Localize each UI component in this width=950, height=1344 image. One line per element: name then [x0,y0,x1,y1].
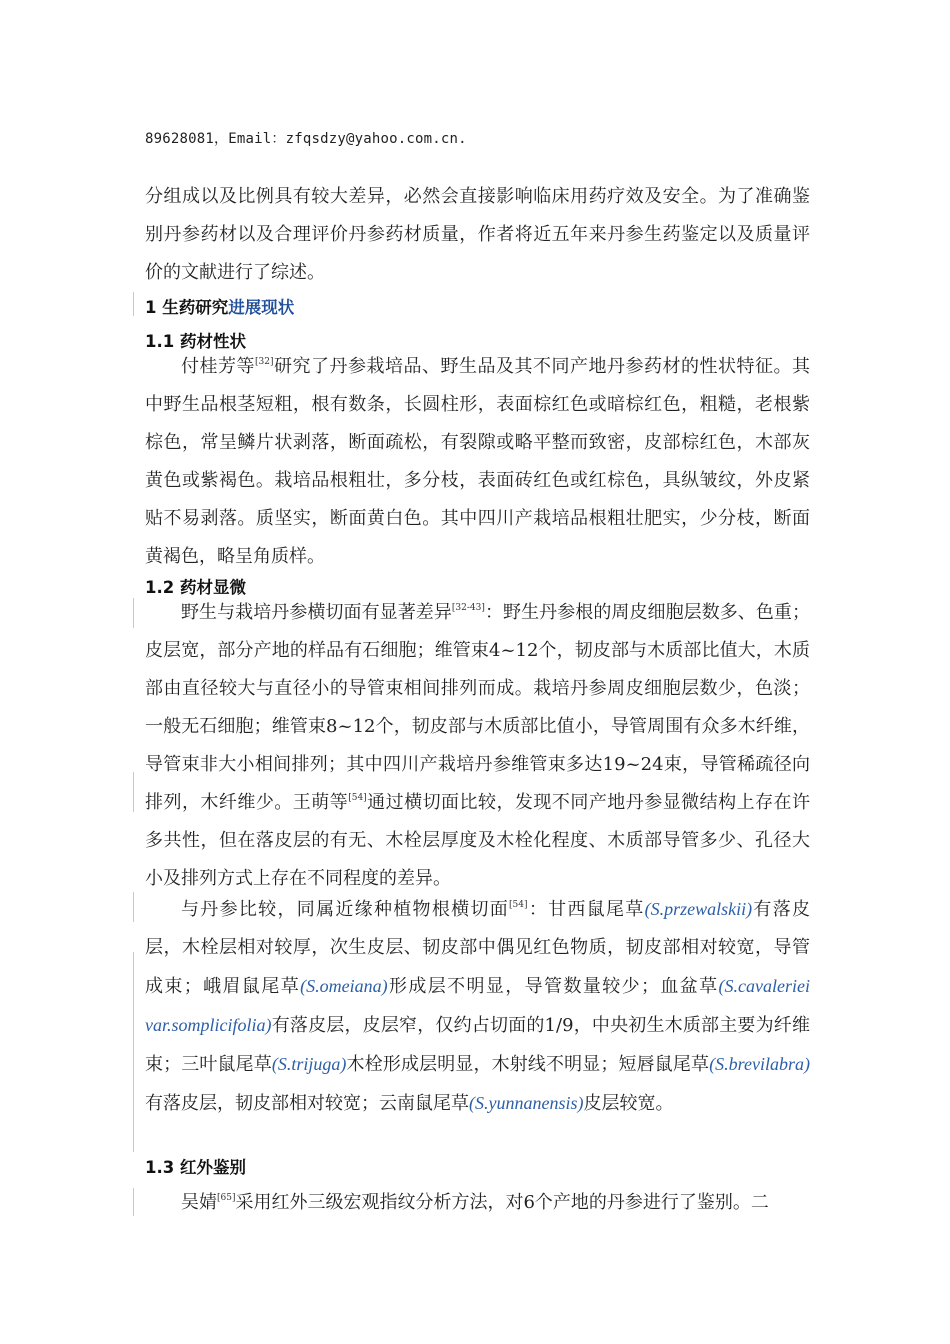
paragraph-text: 形成层不明显，导管数量较少；血盆草 [387,976,719,997]
paragraph-text: 有落皮层，韧皮部相对较宽；云南鼠尾草 [145,1093,469,1114]
section-1-title: 生药研究 [162,298,229,317]
revision-bar [133,292,134,316]
revision-bar [133,892,134,922]
revision-bar [133,772,134,812]
author-name: 吴婧 [181,1192,217,1213]
citation-ref[interactable]: [32-43] [451,603,485,613]
section-1-2-heading: 1.2 药材显微 [145,578,246,597]
species-name-link[interactable]: (S.trijuga) [271,1054,347,1074]
revision-bar [133,952,134,1152]
paragraph-text: 野生与栽培丹参横切面有显著差异 [181,602,452,623]
section-1-3-heading: 1.3 红外鉴别 [145,1158,246,1177]
intro-paragraph: 分组成以及比例具有较大差异，必然会直接影响临床用药疗效及安全。为了准确鉴别丹参药材以及合理评价丹参药材质量，作者将近五年来丹参生药鉴定以及质量评价的文献进行了综述。 [145,186,810,283]
citation-ref[interactable]: [54] [509,900,528,910]
species-name-link[interactable]: (S.brevilabra) [709,1054,810,1074]
section-1-2-paragraph-1 [145,594,810,898]
paragraph-text: 采用红外三级宏观指纹分析方法，对6个产地的丹参进行了鉴别。二 [235,1192,769,1213]
paragraph-text: 木栓形成层明显，木射线不明显；短唇鼠尾草 [346,1054,710,1075]
paragraph-text: 有落皮层，木栓层相对较厚，次生皮层、韧皮部中偶见红色物质，韧皮部相对较宽，导管成束；峨眉鼠尾草 [145,899,810,997]
section-1-1-heading: 1.1 药材性状 [145,332,246,351]
citation-ref[interactable]: [32] [255,357,274,367]
revision-bar [133,1188,134,1216]
paragraph-text: 通过横切面比较，发现不同产地丹参显微结构上存在许多共性，但在落皮层的有无、木栓层厚度及木栓化程度、木质部导管多少、孔径大小及排列方式上存在不同程度的差异。 [145,792,811,889]
author-name: 付桂芳等 [181,356,256,377]
paragraph-text: 研究了丹参栽培品、野生品及其不同产地丹参药材的性状特征。其中野生品根茎短粗，根有数条，长圆柱形，表面棕红色或暗棕红色，粗糙，老根紫棕色，常呈鳞片状剥落，断面疏松，有裂隙或略平整而致密，皮部棕红色，木部灰黄色或紫褐色。栽培品根粗壮，多分枝，表面砖红色或红棕色，具纵皱纹，外皮紧贴不易剥落。质坚实，断面黄白色。其中四川产栽培品根粗壮肥实，少分枝，断面黄褐色，略呈角质样。 [145,356,811,567]
paragraph-text: 有落皮层，皮层窄，仅约占切面的1/9，中央初生木质部主要为纤维束；三叶鼠尾草 [145,1015,810,1075]
species-name-link[interactable]: (S.yunnanensis) [469,1093,584,1113]
species-name-link[interactable]: (S.omeiana) [300,976,388,996]
species-name-link[interactable]: (S.przewalskii) [644,899,753,919]
revision-bar [133,598,134,628]
paragraph-text: ：野生丹参根的周皮细胞层数多、色重；皮层宽，部分产地的样品有石细胞；维管束4~12个，韧皮部与木质部比值大，木质部由直径较大与直径小的导管束相间排列而成。栽培丹参周皮细胞层数少，色淡；一般无石细胞；维管束8~12个，韧皮部与木质部比值小，导管周围有众多木纤维，导管束非大小相间排列；其中四川产栽培丹参维管束多达19~24束，导管稀疏径向排列，木纤维少。王萌等 [145,602,810,813]
contact-line: 89628081，Email：zfqsdzy@yahoo.com.cn. [145,131,467,147]
section-1-3-paragraph [145,1184,810,1222]
section-1-title-link[interactable]: 进展现状 [228,298,295,317]
section-1-heading [145,296,294,320]
section-1-number: 1 [145,298,157,317]
paragraph-text: 与丹参比较，同属近缘种植物根横切面 [181,899,510,920]
section-1-2-paragraph-2 [145,890,810,1123]
species-name-link[interactable]: (S.cavaleriei var.somplicifolia) [145,976,811,1035]
citation-ref[interactable]: [65] [217,1193,236,1203]
citation-ref[interactable]: [54] [348,793,367,803]
section-1-1-paragraph [145,348,810,576]
paragraph-text: 皮层较宽。 [583,1093,674,1114]
paragraph-text: ：甘西鼠尾草 [527,899,645,920]
